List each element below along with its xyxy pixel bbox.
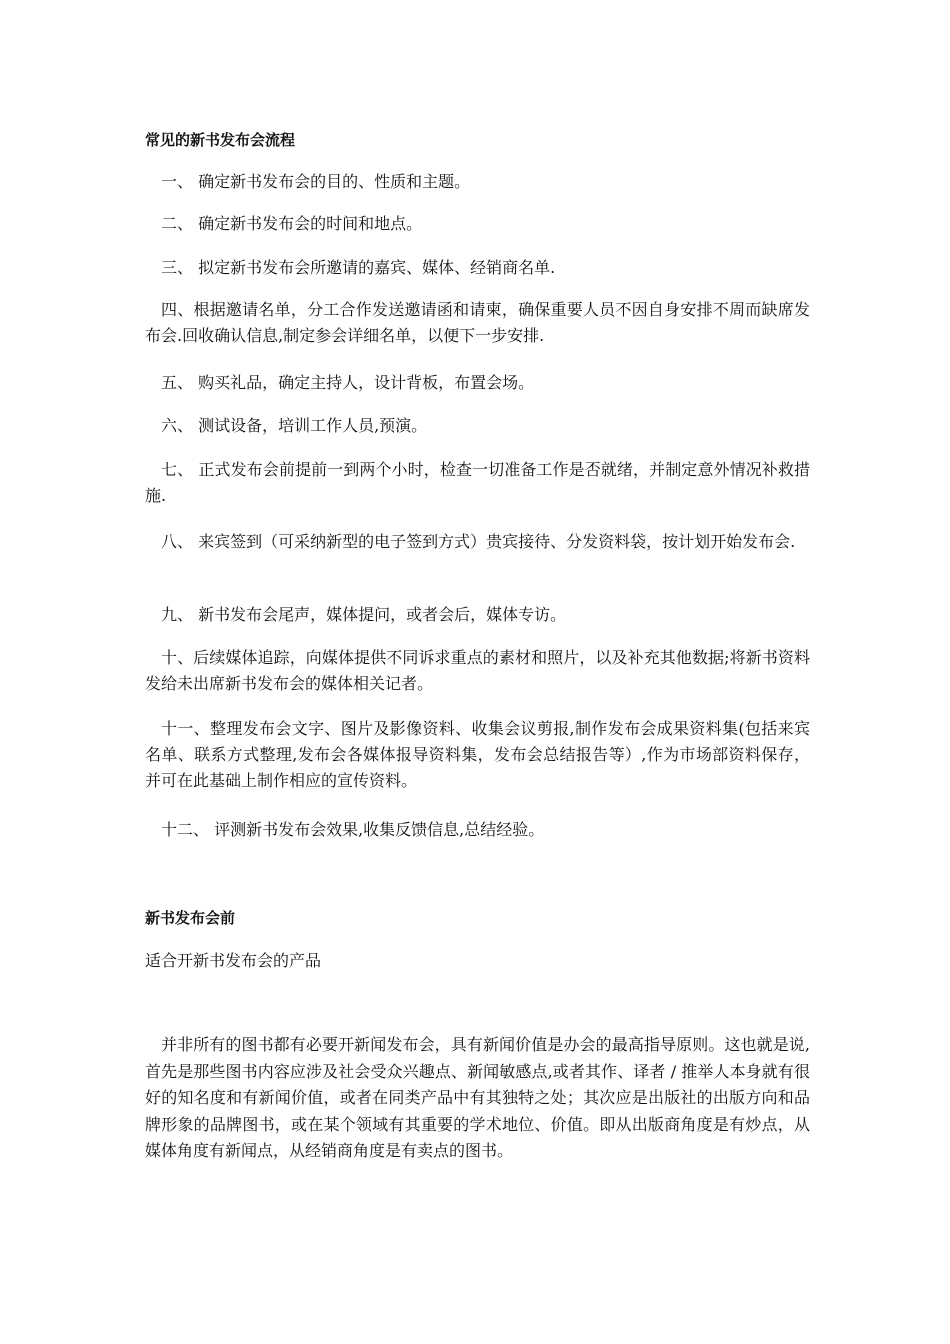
list-item: 九、 新书发布会尾声，媒体提问，或者会后，媒体专访。 bbox=[161, 605, 567, 624]
list-item: 二、 确定新书发布会的时间和地点。 bbox=[161, 214, 423, 233]
section-subtitle: 适合开新书发布会的产品 bbox=[145, 951, 322, 970]
list-item: 五、 购买礼品，确定主持人，设计背板，布置会场。 bbox=[161, 373, 535, 392]
list-item: 十一、整理发布会文字、图片及影像资料、收集会议剪报,制作发布会成果资料集(包括来宾名单、联系方式整理,发布会各媒体报导资料集，发布会总结报告等）,作为市场部资料保存，并可在此基础上制作相应的宣传资料。 bbox=[145, 719, 810, 790]
list-item: 一、 确定新书发布会的目的、性质和主题。 bbox=[161, 172, 471, 191]
list-item: 六、 测试设备，培训工作人员,预演。 bbox=[161, 416, 428, 435]
section-title-before: 新书发布会前 bbox=[145, 909, 236, 927]
body-paragraph: 并非所有的图书都有必要开新闻发布会，具有新闻价值是办会的最高指导原则。这也就是说,首先是那些图书内容应涉及社会受众兴趣点、新闻敏感点,或者其作、译者 / 推举人本身就有很好的知名度和有新闻价值，或者在同类产品中有其独特之处；其次应是出版社的出版方向和品牌形象的品牌图书，或在某个领域有其重要的学术地位、价值。即从出版商角度是有炒点，从媒体角度有新闻点，从经销商角度是有卖点的图书。 bbox=[145, 1035, 810, 1160]
list-item: 三、 拟定新书发布会所邀请的嘉宾、媒体、经销商名单. bbox=[161, 258, 556, 277]
list-item: 四、根据邀请名单，分工合作发送邀请函和请柬，确保重要人员不因自身安排不周而缺席发布会.回收确认信息,制定参会详细名单，以便下一步安排. bbox=[145, 300, 810, 345]
list-item: 十二、 评测新书发布会效果,收集反馈信息,总结经验。 bbox=[161, 820, 545, 839]
list-item: 八、 来宾签到（可采纳新型的电子签到方式）贵宾接待、分发资料袋，按计划开始发布会. bbox=[161, 532, 796, 551]
list-item: 七、 正式发布会前提前一到两个小时，检查一切准备工作是否就绪，并制定意外情况补救措施. bbox=[145, 460, 810, 505]
section-title-process: 常见的新书发布会流程 bbox=[145, 131, 296, 149]
list-item: 十、后续媒体追踪，向媒体提供不同诉求重点的素材和照片，以及补充其他数据;将新书资料发给未出席新书发布会的媒体相关记者。 bbox=[145, 648, 810, 693]
